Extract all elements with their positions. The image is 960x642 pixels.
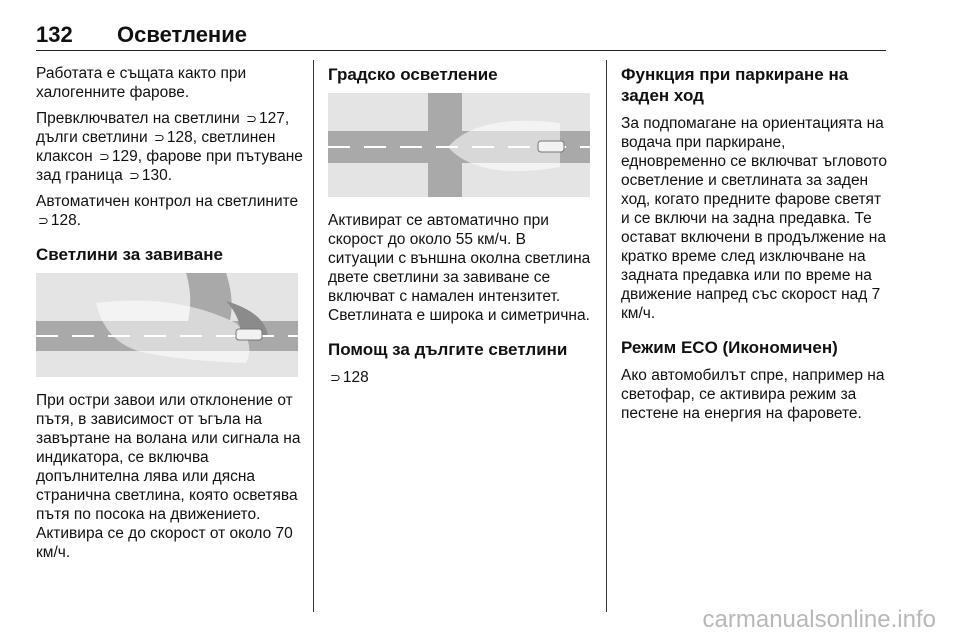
crossref-paragraph: Превключвател на светлини ⊃ 127, дълги светлини ⊃ 128, светлинен клаксон ⊃ 129, фарове при пътуване зад граница ⊃ 130. [36,110,303,184]
column-divider-2 [606,60,607,612]
parking-function-paragraph: За подпомагане на ориентацията на водача при паркиране, едновременно се включват ъгловото осветление и светлината за заден ход, когато предните фарове светят и се включи на задна предавка. Те остават включени в продължение на кратко време след изключване на задната предавка или по време на движение напред със скорост над 7 км/ч. [621,115,888,322]
town-lighting-illustration [328,93,590,197]
page-ref-icon: ⊃ [246,111,257,126]
eco-mode-paragraph: Ако автомобилът спре, например на светофар, се активира режим за пестене на енергия на фаровете. [621,367,885,422]
section-heading-eco-mode: Режим ECO (Икономичен) [621,338,838,357]
section-heading-cornering: Светлини за завиване [36,245,223,264]
column-1 [36,64,304,569]
page-ref-icon: ⊃ [153,130,165,145]
page-ref-icon: ⊃ [38,213,49,228]
page-number: 132 [36,22,73,47]
auto-control-paragraph: Автоматичен контрол на светлините ⊃ 128. [36,193,299,229]
page-ref-icon: ⊃ [129,168,140,183]
watermark: carmanualsonline.info [702,606,936,633]
section-heading-parking-function: Функция при паркиране на заден ход [621,65,849,105]
high-beam-ref: ⊃ 128 [330,369,369,386]
town-lighting-paragraph: Активират се автоматично при скорост до около 55 км/ч. В ситуации с външна околна светлина двете светлини за завиване се включват с намален интензитет. Светлината е широка и симетрична. [328,212,591,324]
section-heading-town-lighting: Градско осветление [328,65,498,84]
page-ref-icon: ⊃ [99,149,110,164]
column-3 [621,64,889,430]
page-header [36,22,886,52]
header-rule [36,50,886,51]
intro-paragraph: Работата е същата както при халогенните фарове. [36,65,247,101]
chapter-title: Осветление [117,22,247,47]
section-heading-high-beam-assist: Помощ за дългите светлини [328,340,568,359]
cornering-light-illustration [36,273,298,377]
column-2 [328,64,596,394]
column-divider-1 [313,60,314,612]
page-ref-icon: ⊃ [330,370,341,385]
cornering-paragraph: При остри завои или отклонение от пътя, в зависимост от ъгъла на завъртане на волана или сигнала на индикатора, се включва допълнителна лява или дясна странична светлина, която осветява пътя по посока на движението. Активира се до скорост от около 70 км/ч. [36,392,301,561]
